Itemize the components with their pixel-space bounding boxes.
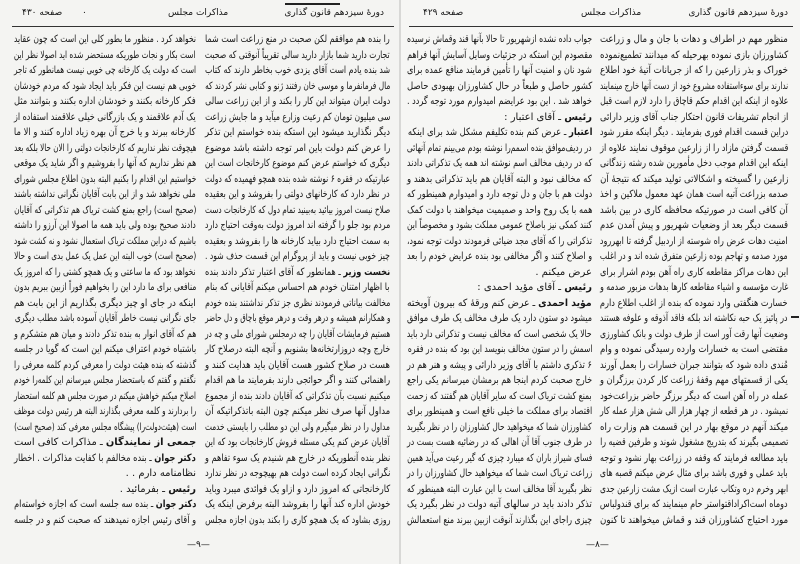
text-line — [600, 141, 788, 157]
line-text: باشیم که دراین مملکت تریاک استعمال نشود و نه کشت شود — [13, 235, 196, 247]
text-line — [14, 94, 196, 110]
text-line — [600, 218, 788, 234]
line-text: در ردیف‌موافق بنده اسمم‌را نوشته بودم می‌بینم تمام آنهائی — [407, 142, 592, 154]
line-text — [120, 482, 196, 498]
text-line — [407, 265, 592, 281]
line-text: کشاورزان شما که میخواهید حال کشاورزان را در نظر بگیرید — [407, 421, 592, 433]
line-text: وضعیت آنها رقت آور است از طرف دولت و بانک کشاورزی — [600, 328, 788, 340]
line-text: مقصودم این استکه در جزئیات وسایل آسایش آنها فراهم — [406, 49, 592, 61]
text-line — [205, 172, 390, 188]
line-text: است که دولت یک کارخانه چی خوبی نیست همانطور که تاجر — [13, 65, 196, 76]
line-text: نگرانی ایجاد کرده است دولت هم بهیچوجه در نظر ندارد — [204, 468, 390, 479]
page-header — [0, 8, 399, 24]
line-text: زراعت تریاک است شما که میخواهید حال کشاورزان را در — [406, 468, 592, 479]
line-text: کارخانه ببرند و یا خرج آن بهره زیاد اداره کنند و الا ما — [14, 127, 196, 138]
line-text: اینکه در جای او چیز دیگری بگذاریم از این بابت هم — [14, 297, 196, 309]
header-rule — [12, 26, 394, 27]
left-page — [0, 0, 399, 564]
text-line — [407, 373, 592, 389]
line-text: آن کافی است در صورتیکه محافظه کاری در بین باشد — [600, 204, 788, 216]
line-text: چیزی راجای این بگذارند آنوقت ازبین ببرند منع استعمالش — [406, 514, 592, 526]
line-text: میکند آنهم در موقع بهار در این قسمت هم وزارت راه — [599, 421, 788, 433]
line-text: فسای شیراز باران که میبارد چیزی که گیر رعیت می‌آید همین — [406, 452, 592, 464]
text-line — [14, 234, 196, 250]
text-line — [407, 497, 592, 513]
text-line — [14, 373, 196, 389]
text-line — [600, 234, 788, 250]
line-text: را عرض کنم دولت باین امر توجه داشته باشد موضوع — [204, 142, 390, 154]
right-page — [401, 0, 800, 564]
line-text — [407, 125, 592, 141]
line-text: را بنده هم موافقم لکن صحبت در منع زراعت است شما — [205, 34, 390, 45]
text-line — [600, 404, 788, 420]
line-text: صلاح نیست امروز بیائید به‌بینید تمام دول که کارخانجات دست — [204, 204, 390, 216]
text-line — [407, 79, 592, 95]
line-text: نظر بگیرید آقا مخالف است با این عبارت البته همینطور که — [407, 483, 592, 495]
text-line — [14, 125, 196, 141]
text-line — [407, 249, 592, 265]
text-line — [600, 435, 788, 451]
line-text: غارت مؤسسه و اشیاء مقاطعه کارها بدهات مزبور صدمه و — [599, 282, 788, 293]
line-text: دراین قسمت اقدام فوری بفرمایند . دیگر اینکه مقرر شود — [599, 127, 788, 138]
text-line — [600, 125, 788, 141]
margin-mark — [791, 316, 799, 318]
text-line — [407, 187, 592, 203]
line-text: با اظهار امتنان خودم هم احساس میکنم آقایانی که بنام — [205, 282, 390, 293]
speaker-name: دکتر جوان — [155, 499, 196, 510]
line-text: مخالفت بیاناتی فرمودند نظری جز تذکر نداشتند بنده خودم — [204, 297, 390, 309]
line-text: مردم بود جلو را گرفته اند امروز دولت به‌وقت احتیاج دارد — [204, 220, 390, 231]
speaker-name: رئیس — [168, 483, 196, 495]
line-text: باشتباه خودم اعتراف میکنم این است که گویا در جلسه — [13, 344, 196, 355]
line-text: خوراک و بذر زارعین را که از جریانات آتیهٔ خود اطلاع — [600, 65, 788, 76]
text-line — [205, 63, 390, 79]
line-text: اصلاح میکنم خواهش میکنم در صورت مجلس هم کلمه استحضار — [14, 390, 196, 402]
text-line — [14, 389, 196, 405]
text-line — [600, 187, 788, 203]
text-line — [600, 110, 788, 126]
text-line — [205, 497, 390, 513]
line-text: جای نگرانی نیست خاطر آقایان آسوده باشد مطلب دیگری — [14, 313, 196, 324]
speaker-name: دکتر جوان — [154, 452, 196, 464]
line-text: که در ردیف مخالف اسم نوشته اند همه یک تذکراتی دادند — [406, 158, 592, 169]
header-title: مذاکرات مجلس — [581, 8, 642, 18]
text-line — [14, 482, 196, 498]
header-rule — [409, 26, 793, 27]
line-text: (صحیح است) خوب البته این عمل یک عمل بدی است و حالا — [13, 251, 196, 262]
line-text: شد بنده یادم است آقای یزدی خوب بخاطر دارند که کتاب — [204, 65, 390, 76]
text-line — [14, 156, 196, 172]
text-line — [14, 435, 196, 451]
line-text: راهنمائی کنند و اگر حوائجی دارند بفرمایند ما هم اقدام — [204, 375, 390, 386]
speaker-name: رئیس — [564, 282, 592, 293]
speaker-name: نخست وزیر — [343, 266, 390, 278]
speaker-name: اعتبار — [568, 127, 592, 138]
line-text: زارعین را گسیخته و اشکالاتی تولید میکند که نتیجهٔ آن — [599, 173, 788, 185]
line-text — [504, 110, 592, 126]
text-line — [407, 125, 592, 141]
text-line — [407, 327, 592, 343]
line-text: مُندی داده شود که بتوانند جبران خسارات را بعمل آورند — [600, 359, 788, 371]
line-text: نخواهد بود که ما ساعتی و یک همچو کشتی را که امروز یک — [14, 266, 196, 278]
line-text: بمنع کشت تریاک است که سایر آقایان هم گفتند که زحمت — [407, 390, 592, 402]
text-line — [407, 203, 592, 219]
text-line — [205, 125, 390, 141]
text-line — [600, 280, 788, 296]
text-line — [14, 342, 196, 358]
line-text: و آقای رئیس اجازه نمیدهند که صحبت کنم و در جلسه — [13, 514, 196, 526]
text-line — [407, 218, 592, 234]
line-text: است (هیئت‌دولت‌را) پیشگاه مجلس معرفی کند (صحیح است) — [13, 421, 196, 433]
line-text: سی میلیون تومان کم رعیت وزارع میآید و ما جایش زراعت — [204, 111, 390, 123]
line-text: فکر کارخانه بکنند و خودشان اداره بکنند و بتوانند مثل — [14, 96, 196, 107]
page-header — [401, 8, 800, 24]
line-text: عرض میکنم . — [535, 266, 592, 278]
text-line — [407, 94, 592, 110]
text-line — [407, 435, 592, 451]
text-line — [14, 513, 196, 529]
text-line — [14, 203, 196, 219]
speech-text: ـ بنده سه جلسه است که اجازه خواسته‌ام — [13, 499, 156, 510]
line-text: خسارت هنگفتی وارد نموده که بنده از اغلب اطلاع دارم — [600, 297, 788, 309]
line-text: به سمت احتیاج دارد بیاید کارخانه ها را بفروشد و بعقیده — [205, 235, 390, 247]
speech-text: ـ بنده مخالفم با کفایت مذاکرات . اخطار — [14, 452, 155, 464]
text-line — [205, 296, 390, 312]
text-line — [407, 420, 592, 436]
text-column-left — [14, 32, 196, 528]
speech-text: ـ بفرمائید . — [119, 483, 169, 495]
text-line — [407, 48, 592, 64]
text-line — [600, 79, 788, 95]
text-line — [407, 311, 592, 327]
line-text: هستیم فرمایشات آقایان را چه درمجلس شورای ملی و چه در — [204, 328, 390, 340]
line-text: اسمش را در ستون مخالف بنویسد این بود که بنده در فقره — [407, 344, 592, 355]
speaker-name: مؤید احمدی — [538, 297, 592, 309]
line-text: که مخالف نبود و البته آقایان هم باید تذکراتی بدهند و — [407, 173, 592, 185]
text-line — [407, 234, 592, 250]
line-text: روزی بشاود که یک همچو کاری را بکند بدون اجازه مجلس — [204, 514, 390, 526]
line-text: و همکارانم همیشه و درهر وقت و درهر موقع باچاق و دل حاضر — [204, 313, 390, 324]
text-line — [407, 342, 592, 358]
text-line — [407, 110, 592, 126]
text-line — [407, 141, 592, 157]
text-line — [600, 420, 788, 436]
text-line — [14, 296, 196, 312]
footer-page-number: —۸— — [586, 540, 609, 550]
line-text: نخواهد کرد . منظور ما بطور کلی این است که چون عقاید — [13, 34, 196, 45]
line-text: دیگر نگذارید میشود این استکه بنده خواستم این تذکر — [205, 127, 390, 138]
line-text: باید مطالعه فرمایند که وقفه در زراعت بهار نشود و توجه — [600, 452, 788, 464]
header-page-number: صفحه ۴۲۹ — [423, 8, 464, 18]
speaker-name: رئیس — [564, 111, 592, 123]
line-text: دولت هم با جان و دل توجه دارد و امیدوارم همینطور که — [406, 189, 592, 200]
header-session: دورهٔ سیزدهم قانون گذاری — [284, 8, 384, 18]
speech-text: ـ مذاکرات کافی است — [13, 437, 106, 448]
text-line — [600, 513, 788, 529]
line-text: ندارند برای سوء‌استفاده مشروع خود از دست آنها خارج مینمایند — [599, 80, 788, 92]
line-text: تجارت دارید شما بازار دارید سالی تقریباً آنوقتی که صحبت — [205, 49, 390, 61]
text-line — [600, 265, 788, 281]
text-line — [407, 513, 592, 529]
text-line — [205, 79, 390, 95]
text-line — [600, 373, 788, 389]
line-text: نظامنامه دارم . . — [125, 468, 196, 479]
text-line — [600, 342, 788, 358]
line-text: ابهر وخرم دره وتکاب عبارت است ازیک مشت زارعین جدی — [599, 483, 788, 495]
line-text: کشور حاصل و طبعاً در حال کشاورزان بهبودی حاصل — [406, 80, 592, 92]
line-text: عمله در راه آهن است که دیگر برزگر حاضر بزراعت‌خود — [599, 390, 788, 402]
line-text: تذکر دادند باید در سالهای آتیه دولت در نظر بگیرد یک — [407, 499, 592, 510]
line-text: مداول آنها صرف نظر میکنم چون البته باتذکراتیکه آن — [204, 406, 390, 417]
text-line — [407, 156, 592, 172]
line-text: هم که آقای انوار به بنده تذکر دادند و میان هم متشکرم و — [13, 328, 196, 340]
line-text: مورد صدمه و تهاجم بوده زارعین متفرق شده اند و در اغلب — [600, 251, 788, 262]
line-text: هیچوقت نظر نداریم که کارخانجات دولتی را الان حالا بلکه بعد — [13, 142, 196, 154]
line-text: تذکراتی را که آقای مجد ضیائی فرمودند دولت توجه نمود، — [406, 235, 592, 247]
line-text: امنیت دهات عرض راه شوسته از اردبیل گرفته تا ابهررود — [600, 235, 788, 247]
speech-text: ـ آقای اعتبار : — [504, 111, 565, 123]
line-text: در پائیز یک حبه نکاشته اند بلکه فاقد آذوقه و علوفه هستند — [600, 313, 788, 324]
header-title: مذاکرات مجلس — [168, 8, 229, 18]
text-line — [600, 94, 788, 110]
line-text: منظور مهم در اطراف و دهات با جان و مال و زراعت — [600, 34, 788, 45]
header-session: دورهٔ سیزدهم قانون گذاری — [688, 8, 788, 18]
text-line — [14, 420, 196, 436]
text-line — [205, 110, 390, 126]
speaker-name: جمعی از نمایندگان — [105, 437, 196, 448]
text-line — [407, 404, 592, 420]
line-text: آقایان عرض کنم یکی مسئله فروش کارخانجات بود که این — [205, 437, 390, 448]
line-text — [14, 435, 196, 451]
line-text: مورد احتیاج کشاورزان قند و قماش میخواهند تا کنون — [599, 514, 788, 526]
text-line — [205, 373, 390, 389]
text-line — [14, 63, 196, 79]
text-line — [14, 265, 196, 281]
line-text: عبارتیکه در فقره ۶ نوشته شده بنده همچو فهمیده که دولت — [204, 173, 390, 185]
text-line — [14, 358, 196, 374]
line-text: خواستیم این اقدام را بکنیم البته بدون اطلاع مجلس شورای — [13, 173, 196, 185]
text-line — [600, 63, 788, 79]
line-text: خودش اداره کند آنها را بفروشد البته برفرض اینکه یک — [204, 499, 390, 510]
line-text: هست در صلاح کشور هست آقایان باید هدایت کنند و — [205, 359, 390, 371]
header-dot: ۰ — [82, 8, 87, 18]
text-line — [14, 451, 196, 467]
text-line — [407, 32, 592, 48]
text-line — [600, 172, 788, 188]
speech-text: ـ عرض کنم ورقهٔ که بیرون آویخته — [407, 297, 539, 309]
line-text: نمیشود . در هر قطعه از چهار هزار الی شش هزار عمله کار — [599, 406, 788, 417]
text-line — [14, 110, 196, 126]
line-text: یک آدم علاقمند و یک بازرگانی خیلی علاقمند استفاده از — [14, 111, 196, 123]
line-text: اینکه این اقدام موجب دخل مأمورین شده رشته زندگانی — [600, 158, 788, 169]
text-line — [407, 63, 592, 79]
line-text — [477, 280, 592, 296]
text-line — [407, 358, 592, 374]
text-line — [600, 482, 788, 498]
text-line — [407, 466, 592, 482]
speech-text: ـ آقای مؤید احمدی : — [477, 282, 565, 293]
text-line — [600, 389, 788, 405]
speech-text: ـ عرض کنم بنده تکلیفم مشکل شد برای اینکه — [407, 127, 569, 138]
line-text: گذشته که بنده هیئت دولت را معرفی کردم کلمه معرفی را — [13, 359, 196, 371]
text-line — [600, 156, 788, 172]
line-text: مداول را در نظر میگیرم ولی این دو مطلب را بایستی خدمت — [205, 421, 390, 433]
line-text: یکی از قسمتهای مهم وقفهٔ زراعت کار کردن برزگران و — [600, 375, 788, 386]
line-text: میشود دو ستون دارد یک طرف مخالف یک طرف موافق — [406, 313, 592, 324]
line-text: (صحیح است) راجع بمنع کشت تریاک هم تذکراتی که آقایان — [13, 204, 196, 216]
text-line — [600, 32, 788, 48]
line-text: دولت ایران میتواند این کار را بکند و از این زراعت سالی — [204, 96, 390, 107]
text-line — [14, 249, 196, 265]
line-text: میکنیم نسبت بآن تذکراتی که آقایان دادند بنده از مجموع — [204, 390, 390, 402]
line-text: حالا یک شخصی است که مخالف نیست و تذکراتی دارد باید — [407, 328, 592, 340]
line-text — [407, 296, 592, 312]
text-line — [14, 79, 196, 95]
line-text — [14, 451, 196, 467]
line-text: این دهات مراکز مقاطعه کاری راه آهن بودم اشرار برای — [599, 266, 788, 278]
line-text: نگفتم و گفتم که باستحضار مجلس میرسانم این کلمه‌را خودم — [14, 375, 196, 386]
text-line — [407, 389, 592, 405]
text-line — [205, 358, 390, 374]
line-text: شود نان و امنیت آنها را تأمین فرمایند منافع عمده برای — [407, 65, 592, 76]
line-text: ملی نخواهد شد و از این بابت آقایان نگرانی نداشته باشند — [14, 189, 196, 200]
ink-mark — [285, 3, 340, 5]
line-text: هم نظر نداریم که آنها را بفروشیم و اگر شاید یک موقعی — [13, 158, 196, 169]
line-text: است بکار و نجات طوریکه مستحضر شده اید اصولا نظر این — [14, 49, 196, 61]
line-text: خارج صحبت کردم اینجا هم برمشان میرسانم یکی راجع — [406, 375, 592, 386]
text-line — [600, 358, 788, 374]
line-text: دیگری که خواستم عرض کنم موضوع کارخانجات است این — [205, 158, 390, 169]
text-line — [205, 203, 390, 219]
line-text: مال فرمانفرما و موسی خان رفتند ژنو و کتابی نشر کردند که — [204, 80, 390, 92]
line-text: مقتضی است به خسارات وارده رسیدگی نموده و وام — [600, 344, 788, 355]
text-line — [600, 327, 788, 343]
text-line — [205, 94, 390, 110]
text-line — [407, 451, 592, 467]
line-text: باید عملی و فوری باشد برای مثال عرض میکنم قصبه های — [600, 468, 788, 479]
header-page-number: صفحه ۴۳۰ — [22, 8, 63, 18]
text-line — [14, 311, 196, 327]
line-text: خواهد شد . این بود عرایضم امیدوارم مورد توجه گردد . — [407, 96, 592, 107]
line-text: کشاورزان بازی نموده بهرحیله که میدانند تطمیع‌نموده — [599, 49, 788, 61]
text-line — [14, 404, 196, 420]
line-text: تصمیمی بگیرند که بتدریج مشغول شوند و طرفین قضیه را — [599, 437, 788, 448]
text-line — [600, 311, 788, 327]
line-text: جواب داده نشده ازشهریور تا حالا بآنها قند وقماش نرسیده — [406, 34, 592, 45]
line-text — [205, 265, 390, 281]
line-text: ۶ تذکری داشتم با آقای وزیر دارائی و پیشه و هنر هم در — [407, 359, 592, 371]
line-text: دوماه است‌اکراد‌اقتواستر حام مینمایند که برای قندولباس — [600, 499, 788, 510]
line-text: علاوه از اینکه این اقدام حکم قاچاق را دارد لازم است قبل — [599, 96, 788, 107]
line-text: و اصلاح کنند و اگر مخالفی بود بنده عرایض خودم را بعد — [406, 251, 592, 262]
line-text: همه با یک روح واحد و صمیمیت میخواهند با دولت کمک — [406, 204, 592, 216]
line-text: نظر بنده آنطوریکه در خارج هم شنیدم یک سوء تفاهم و — [204, 452, 390, 464]
text-line — [600, 497, 788, 513]
line-text: دادند صحیح بوده ولی باید همه ما اصولا این آرزو را داشته — [14, 220, 196, 231]
text-line — [205, 280, 390, 296]
text-line — [600, 466, 788, 482]
line-text: را بردارند و کلمه معرفی بگذارند البته هر رئیس دولت موظف — [13, 406, 196, 417]
text-line — [600, 296, 788, 312]
text-line — [14, 497, 196, 513]
text-line — [407, 296, 592, 312]
line-text: قسمت دیگر بعد از وضعیات شهریور و پیش آمدن عدم — [599, 220, 788, 231]
line-text: از انجام تشریفات قانون احتکار جناب آقای وزیر دارائی — [599, 111, 788, 123]
text-line — [205, 265, 390, 281]
line-text — [14, 497, 196, 513]
text-line — [14, 466, 196, 482]
line-text: کارخانجاتی که امروز دارد و ازاو یک فوائدی میبرد وباید — [204, 483, 390, 495]
text-line — [14, 48, 196, 64]
text-line — [14, 32, 196, 48]
text-column-left — [407, 32, 592, 528]
text-line — [14, 327, 196, 343]
text-line — [600, 249, 788, 265]
line-text: در نظر دارد که کارخانهای دولتی را بفروشد و این بعقیده — [205, 189, 390, 200]
footer-page-number: —۹— — [187, 540, 210, 550]
text-line — [14, 218, 196, 234]
text-line — [600, 203, 788, 219]
line-text: چیز خوبی نیست و باید از پروگرام این قسمت حذف شود . — [205, 251, 390, 262]
text-line — [14, 172, 196, 188]
line-text: خارج وچه دروزارتخانه‌ها بشنویم و آنچه البته درصلاح کار — [204, 344, 390, 355]
line-text: صدمه بزراعت آتیه است همان عهد معمول ملاکین و اخذ — [599, 189, 788, 200]
text-line — [600, 48, 788, 64]
speech-text: ـ همانطور که آقای اعتبار تذکر دادند بنده — [204, 266, 344, 278]
line-text: خوبی هم نیست این فکر باید ایجاد شود که مردم خودشان — [13, 80, 196, 92]
text-line — [14, 187, 196, 203]
text-line — [14, 280, 196, 296]
line-text: قسمت گرفتن مازاد را از زارعین موقوف نمایند علاوه از — [599, 142, 788, 154]
text-line — [600, 451, 788, 467]
line-text: در طرف جنوب آقا آن اهالی که در رضائیه هست بست در — [407, 437, 592, 448]
line-text: منافعی برای ما دارد این را بخواهیم فوراً ازبین ببریم بدون — [13, 282, 196, 293]
text-line — [407, 280, 592, 296]
text-line — [407, 172, 592, 188]
line-text: اقتصاد برای مملکت ما خیلی نافع است و همینطور برای — [406, 406, 592, 417]
text-line — [14, 141, 196, 157]
text-line — [407, 482, 592, 498]
line-text: کنند کمکی نیز باصلاح عمومی مملکت بشود و مخصوصاً این — [406, 220, 592, 231]
text-column-right — [600, 32, 788, 528]
